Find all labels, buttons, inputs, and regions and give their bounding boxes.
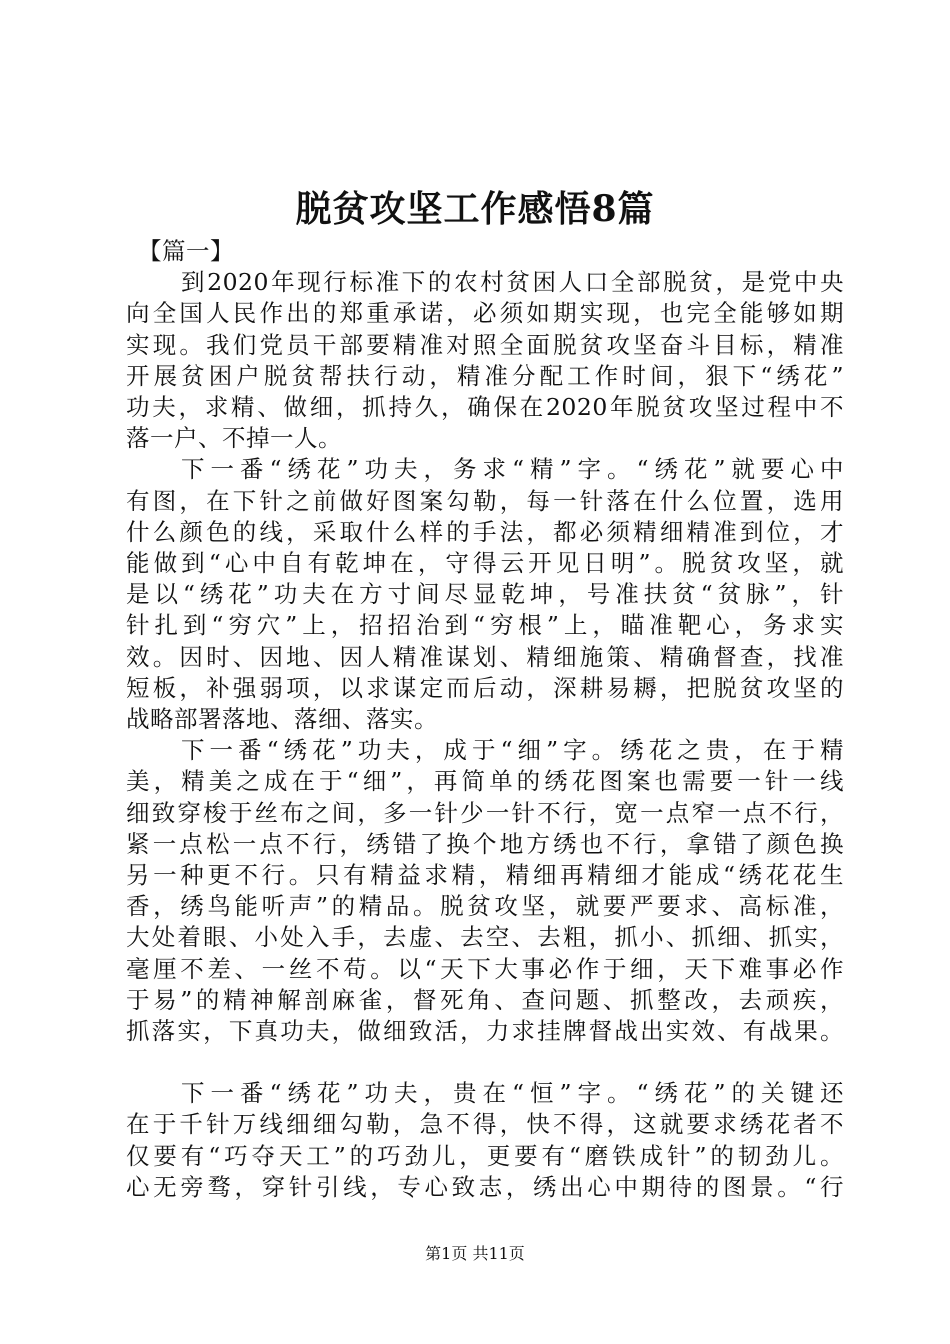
paragraph-line: 功夫，求精、做细，抓持久，确保在2020年脱贫攻坚过程中不 <box>126 393 844 422</box>
paragraph-line: 有图，在下针之前做好图案勾勒，每一针落在什么位置，选用 <box>126 486 844 515</box>
paragraph-line: 下一番“绣花”功夫，贵在“恒”字。“绣花”的关键还 <box>181 1079 844 1108</box>
paragraph-line: 短板，补强弱项，以求谋定而后动，深耕易耨，把脱贫攻坚的 <box>126 673 844 702</box>
paragraph-line: 下一番“绣花”功夫，务求“精”字。“绣花”就要心中 <box>181 455 844 484</box>
paragraph-line: 于易”的精神解剖麻雀，督死角、查问题、抓整改，去顽疾， <box>126 985 844 1014</box>
section-header: 【篇一】 <box>138 237 234 265</box>
paragraph-line: 下一番“绣花”功夫，成于“细”字。绣花之贵，在于精 <box>181 736 844 765</box>
paragraph-line: 紧一点松一点不行，绣错了换个地方绣也不行，拿错了颜色换 <box>126 829 844 858</box>
paragraph-line: 另一种更不行。只有精益求精，精细再精细才能成“绣花花生 <box>126 861 844 890</box>
paragraph-1 <box>126 267 844 454</box>
document-title: 脱贫攻坚工作感悟8篇 <box>295 188 655 230</box>
paragraph-line: 香，绣鸟能听声”的精品。脱贫攻坚，就要严要求、高标准， <box>126 892 844 921</box>
paragraph-line: 效。因时、因地、因人精准谋划、精细施策、精确督查，找准 <box>126 642 844 671</box>
paragraph-line: 能做到“心中自有乾坤在，守得云开见日明”。脱贫攻坚，就 <box>126 549 844 578</box>
paragraph-4 <box>126 1078 844 1203</box>
paragraph-line: 什么颜色的线，采取什么样的手法，都必须精细精准到位，才 <box>126 517 844 546</box>
document-body <box>126 236 844 1203</box>
paragraph-line: 战略部署落地、落细、落实。 <box>126 705 438 734</box>
paragraph-2 <box>126 454 844 735</box>
paragraph-line: 到2020年现行标准下的农村贫困人口全部脱贫，是党中央 <box>181 268 844 297</box>
paragraph-line: 是以“绣花”功夫在方寸间尽显乾坤，号准扶贫“贫脉”，针 <box>126 580 844 609</box>
paragraph-line: 在于千针万线细细勾勒，急不得，快不得，这就要求绣花者不 <box>126 1110 844 1139</box>
paragraph-line: 毫厘不差、一丝不苟。以“天下大事必作于细，天下难事必作 <box>126 954 844 983</box>
paragraph-spacer <box>126 1047 844 1078</box>
paragraph-line: 美，精美之成在于“细”，再简单的绣花图案也需要一针一线 <box>126 767 844 796</box>
paragraph-line: 开展贫困户脱贫帮扶行动，精准分配工作时间，狠下“绣花” <box>126 361 844 390</box>
paragraph-line: 抓落实，下真功夫，做细致活，力求挂牌督战出实效、有战果。 <box>126 1017 844 1046</box>
paragraph-line: 心无旁骛，穿针引线，专心致志，绣出心中期待的图景。“行 <box>126 1172 844 1201</box>
paragraph-3 <box>126 735 844 1047</box>
paragraph-line: 向全国人民作出的郑重承诺，必须如期实现，也完全能够如期 <box>126 299 844 328</box>
paragraph-line: 细致穿梭于丝布之间，多一针少一针不行，宽一点窄一点不行， <box>126 798 844 827</box>
paragraph-line: 针扎到“穷穴”上，招招治到“穷根”上，瞄准靶心，务求实 <box>126 611 844 640</box>
paragraph-line: 落一户、不掉一人。 <box>126 424 342 453</box>
paragraph-line: 仅要有“巧夺天工”的巧劲儿，更要有“磨铁成针”的韧劲儿。 <box>126 1141 844 1170</box>
page-footer: 第1页 共11页 <box>425 1244 525 1263</box>
paragraph-line: 大处着眼、小处入手，去虚、去空、去粗，抓小、抓细、抓实， <box>126 923 844 952</box>
paragraph-line: 实现。我们党员干部要精准对照全面脱贫攻坚奋斗目标，精准 <box>126 330 844 359</box>
